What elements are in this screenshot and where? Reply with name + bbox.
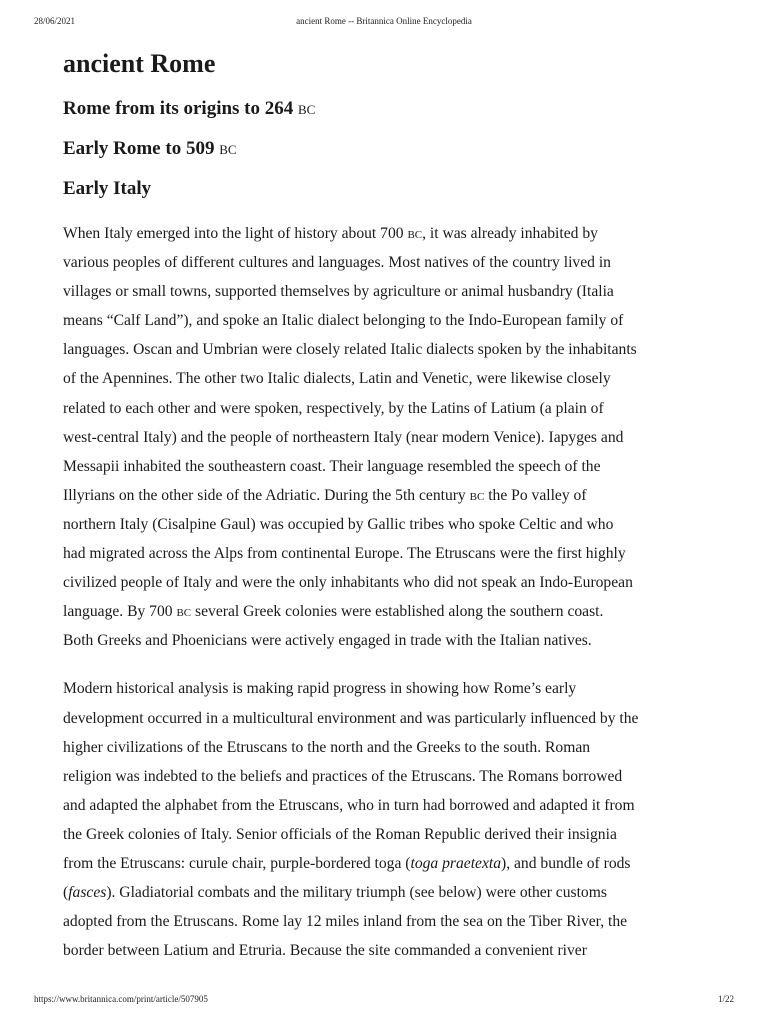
article-title: ancient Rome — [63, 49, 216, 78]
text-line: had migrated across the Alps from continental Europe. The Etruscans were the first highly — [63, 545, 626, 563]
print-footer — [34, 994, 734, 1008]
text-line: Modern historical analysis is making rapid progress in showing how Rome’s early — [63, 680, 577, 698]
section-heading-origins — [63, 96, 713, 122]
text-line: (fasces). Gladiatorial combats and the military triumph (see below) were other customs — [63, 884, 607, 902]
text-line: northern Italy (Cisalpine Gaul) was occupied by Gallic tribes who spoke Celtic and who — [63, 515, 614, 533]
era-abbreviation: bc — [298, 98, 316, 119]
text-line: various peoples of different cultures and languages. Most natives of the country lived in — [63, 254, 611, 272]
text-line: civilized people of Italy and were the only inhabitants who did not speak an Indo-European — [63, 574, 633, 592]
text-line: development occurred in a multicultural environment and was particularly influenced by the — [63, 709, 639, 727]
era-abbreviation: bc — [469, 486, 485, 504]
text-line: higher civilizations of the Etruscans to the north and the Greeks to the south. Roman — [63, 738, 591, 756]
text-line: from the Etruscans: curule chair, purple-bordered toga (toga praetexta), and bundle of rods — [63, 854, 631, 872]
text-line: related to each other and were spoken, respectively, by the Latins of Latium (a plain of — [63, 399, 604, 417]
paragraph-early-italy — [63, 219, 713, 655]
text-line: adopted from the Etruscans. Rome lay 12 miles inland from the sea on the Tiber River, the — [63, 913, 628, 931]
text-line: and adapted the alphabet from the Etruscans, who in turn had borrowed and adapted it from — [63, 796, 635, 814]
paragraph-multicultural-influence — [63, 674, 713, 965]
page-number: 1/22 — [717, 994, 734, 1004]
text-line: Messapii inhabited the southeastern coast. Their language resembled the speech of the — [63, 457, 601, 475]
latin-term: toga praetexta — [410, 854, 502, 872]
text-line: languages. Oscan and Umbrian were closely related Italic dialects spoken by the inhabitants — [63, 341, 637, 359]
print-page-title: ancient Rome -- Britannica Online Encyclopedia — [296, 16, 472, 26]
print-date: 28/06/2021 — [34, 16, 76, 26]
latin-term: fasces — [68, 884, 107, 902]
article-body — [63, 44, 713, 984]
text-line: Illyrians on the other side of the Adriatic. During the 5th century bc the Po valley of — [63, 486, 587, 504]
era-abbreviation: bc — [407, 225, 423, 242]
heading-text: Early Rome to 509 — [63, 138, 220, 159]
text-line: When Italy emerged into the light of history about 700 bc, it was already inhabited by — [63, 225, 598, 242]
section-heading-early-rome — [63, 136, 713, 162]
text-line: means “Calf Land”), and spoke an Italic dialect belonging to the Indo-European family of — [63, 312, 624, 330]
text-line: language. By 700 bc several Greek colonies were established along the southern coast. — [63, 603, 604, 621]
print-url: https://www.britannica.com/print/article/507905 — [34, 994, 208, 1004]
text-line: of the Apennines. The other two Italic dialects, Latin and Venetic, were likewise closely — [63, 370, 611, 388]
text-line: religion was indebted to the beliefs and practices of the Etruscans. The Romans borrowed — [63, 767, 623, 785]
text-line: west-central Italy) and the people of northeastern Italy (near modern Venice). Iapyges and — [63, 428, 624, 446]
text-line: the Greek colonies of Italy. Senior officials of the Roman Republic derived their insignia — [63, 825, 617, 843]
text-line: border between Latium and Etruria. Because the site commanded a convenient river — [63, 942, 587, 960]
era-abbreviation: bc — [176, 603, 192, 621]
era-abbreviation: bc — [219, 138, 237, 159]
text-line: villages or small towns, supported themselves by agriculture or animal husbandry (Italia — [63, 283, 614, 301]
section-heading-early-italy: Early Italy — [63, 178, 152, 199]
text-line: Both Greeks and Phoenicians were actively engaged in trade with the Italian natives. — [63, 632, 592, 650]
heading-text: Rome from its origins to 264 — [63, 98, 299, 119]
print-header — [34, 16, 734, 30]
